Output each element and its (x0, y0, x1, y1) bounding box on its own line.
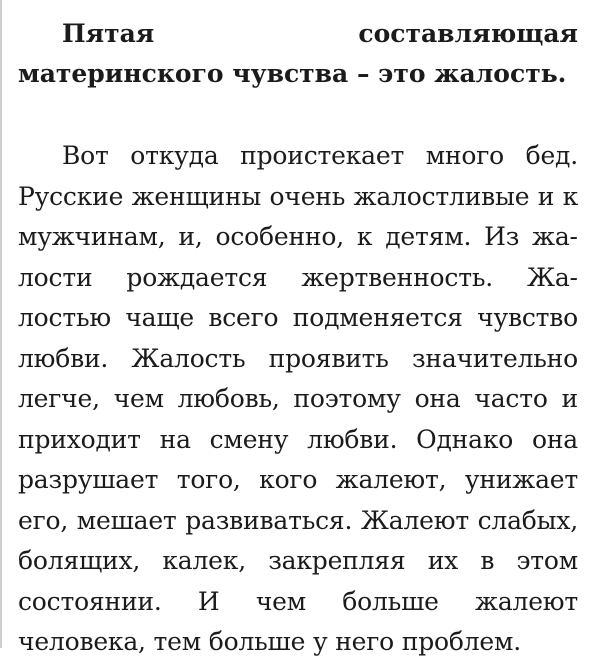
body-paragraph: Вот откуда проистекает много бед. Русские женщины очень жалостливые и к мужчинам, и, особенно, к детям. Из жалости рождается жертвенность. Жалостью чаще всего подменяется чувство любви. Жалость проявить значительно легче, чем любовь, поэтому она часто и приходит на смену любви. Однако она разрушает того, кого жалеют, унижает его, мешает развиваться. Жалеют слабых, болящих, калек, закрепляя их в этом состоянии. И чем больше жалеют человека, тем больше у него проблем. (18, 141, 578, 656)
section-heading: Пятая составляющая материнского чувства – это жалость. (18, 19, 578, 88)
